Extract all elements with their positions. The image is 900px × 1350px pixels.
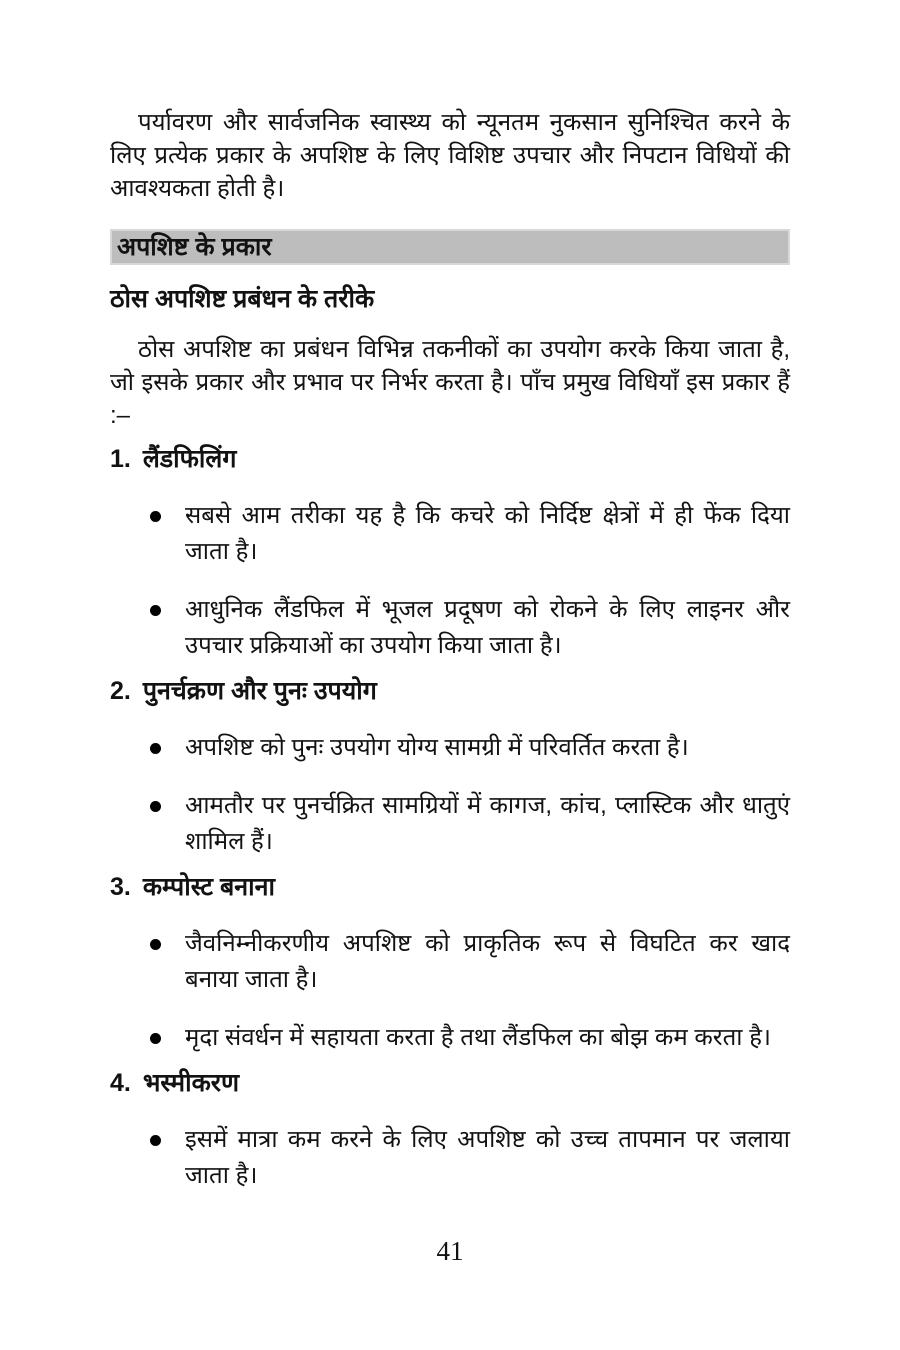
bullet-icon <box>150 743 161 754</box>
method-number: 1. <box>110 445 131 473</box>
method-number: 2. <box>110 677 131 705</box>
section-header-bar <box>110 229 790 265</box>
bullet-text: सबसे आम तरीका यह है कि कचरे को निर्दिष्ट क्षेत्रों में ही फेंक दिया जाता है। <box>185 502 790 565</box>
bullet-point <box>110 498 790 570</box>
bullet-text: अपशिष्ट को पुनः उपयोग योग्य सामग्री में परिवर्तित करता है। <box>185 734 689 761</box>
bullet-text: आमतौर पर पुनर्चक्रित सामग्रियों में कागज, कांच, प्लास्टिक और धातुएं शामिल हैं। <box>185 792 790 855</box>
method-item-2 <box>110 675 790 860</box>
bullet-icon <box>150 511 161 522</box>
bullet-point <box>110 1122 790 1194</box>
bullet-point <box>110 788 790 860</box>
method-item-3 <box>110 871 790 1056</box>
method-item-4 <box>110 1067 790 1194</box>
subsection-heading: ठोस अपशिष्ट प्रबंधन के तरीके <box>110 285 375 313</box>
bullet-icon <box>150 801 161 812</box>
lead-paragraph: ठोस अपशिष्ट का प्रबंधन विभिन्न तकनीकों का उपयोग करके किया जाता है, जो इसके प्रकार और प्रभाव पर निर्भर करता है। पाँच प्रमुख विधियाँ इस प्रकार हैं :– <box>110 336 790 429</box>
method-item-1 <box>110 443 790 664</box>
bullet-icon <box>150 1033 161 1044</box>
method-number: 4. <box>110 1069 131 1097</box>
method-title-label: भस्मीकरण <box>142 1069 240 1097</box>
bullet-icon <box>150 939 161 950</box>
bullet-icon <box>150 1135 161 1146</box>
bullet-text: इसमें मात्रा कम करने के लिए अपशिष्ट को उच्च तापमान पर जलाया जाता है। <box>185 1126 790 1189</box>
bullet-point <box>110 592 790 664</box>
intro-paragraph: पर्यावरण और सार्वजनिक स्वास्थ्य को न्यूनतम नुकसान सुनिश्चित करने के लिए प्रत्येक प्रकार के अपशिष्ट के लिए विशिष्ट उपचार और निपटान विधियों की आवश्यकता होती है। <box>110 109 790 202</box>
method-title-label: लैंडफिलिंग <box>142 445 237 473</box>
bullet-icon <box>150 605 161 616</box>
bullet-text: जैवनिम्नीकरणीय अपशिष्ट को प्राकृतिक रूप से विघटित कर खाद बनाया जाता है। <box>185 930 790 993</box>
method-title <box>110 675 790 708</box>
page-number: 41 <box>436 1236 464 1266</box>
method-title <box>110 443 790 476</box>
method-title-label: कम्पोस्ट बनाना <box>142 873 275 901</box>
bullet-text: आधुनिक लैंडफिल में भूजल प्रदूषण को रोकने के लिए लाइनर और उपचार प्रक्रियाओं का उपयोग किया जाता है। <box>185 596 790 659</box>
bullet-text: मृदा संवर्धन में सहायता करता है तथा लैंडफिल का बोझ कम करता है। <box>185 1024 772 1051</box>
bullet-point <box>110 730 790 766</box>
section-header-label: अपशिष्ट के प्रकार <box>117 233 272 261</box>
method-title-label: पुनर्चक्रण और पुनः उपयोग <box>142 677 377 705</box>
bullet-point <box>110 926 790 998</box>
method-number: 3. <box>110 873 131 901</box>
bullet-point <box>110 1020 790 1056</box>
method-title <box>110 871 790 904</box>
method-title <box>110 1067 790 1100</box>
